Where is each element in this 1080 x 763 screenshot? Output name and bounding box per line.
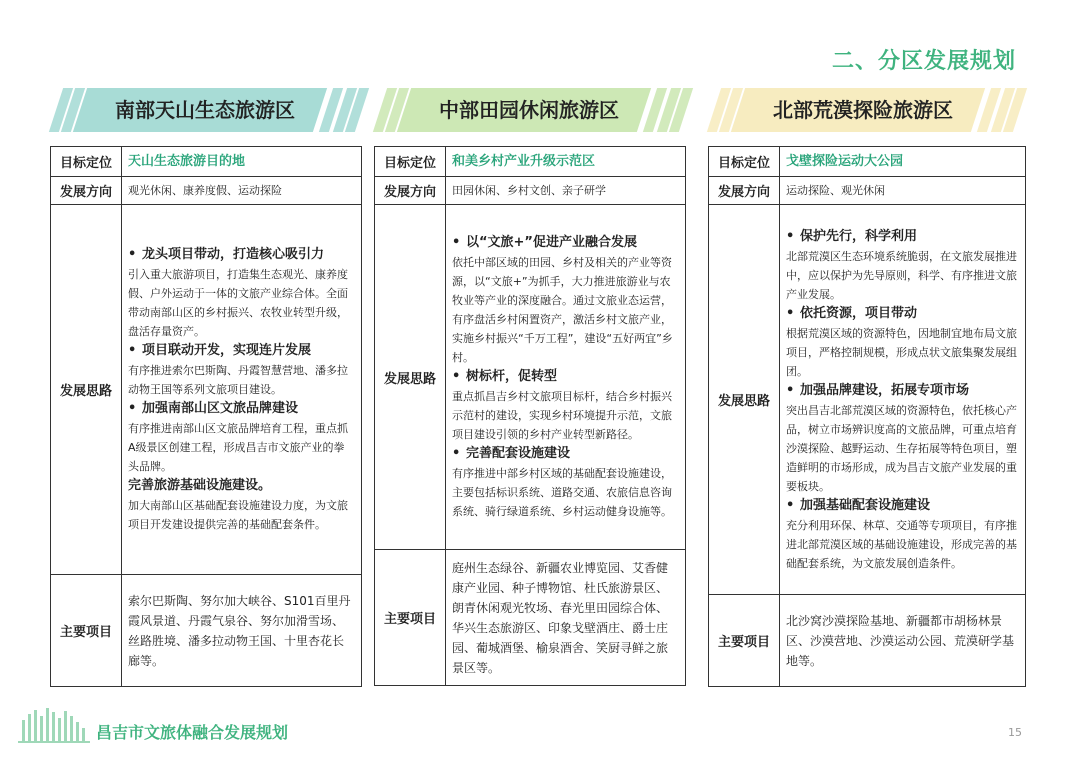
projects-value: 庭州生态绿谷、新疆农业博览园、艾香健康产业园、种子博物馆、杜氏旅游景区、朗青休闲观光牧场、春光里田园综合体、华兴生态旅游区、印象戈壁酒庄、爵士庄园、葡城酒堡、榆泉酒舍、笑厨寻鲜之旅景区等。 — [446, 550, 686, 686]
idea-item — [786, 381, 1019, 496]
projects-label: 主要项目 — [709, 595, 780, 687]
bullet: • — [786, 228, 795, 244]
idea-item — [128, 476, 355, 534]
idea-body: 有序推进南部山区文旅品牌培育工程，重点抓A级景区创建工程，形成昌吉市文旅产业的拳头品牌。 — [128, 422, 348, 473]
target-label: 目标定位 — [709, 147, 780, 177]
ideas-label: 发展思路 — [709, 205, 780, 595]
idea-item — [128, 341, 355, 399]
page-number: 15 — [1008, 726, 1022, 739]
idea-head: 依托资源，项目带动 — [800, 305, 918, 321]
idea-head: 项目联动开发，实现连片发展 — [142, 343, 312, 358]
direction-label: 发展方向 — [709, 177, 780, 205]
idea-body: 有序推进中部乡村区域的基础配套设施建设，主要包括标识系统、道路交通、农旅信息咨询系统、骑行绿道系统、乡村运动健身设施等。 — [452, 467, 672, 518]
zone-table — [374, 146, 686, 686]
idea-body: 重点抓昌吉乡村文旅项目标杆，结合乡村振兴示范村的建设，实现乡村环境提升示范，文旅项目建设引领的乡村产业转型新路径。 — [452, 390, 672, 441]
bullet: • — [452, 446, 461, 461]
direction-value: 田园休闲、乡村文创、亲子研学 — [446, 177, 686, 205]
direction-value: 运动探险、观光休闲 — [780, 177, 1026, 205]
idea-item — [452, 367, 679, 444]
ideas-label: 发展思路 — [51, 205, 122, 575]
idea-head: 龙头项目带动，打造核心吸引力 — [142, 247, 325, 262]
idea-item — [128, 399, 355, 476]
zone-south — [50, 88, 360, 668]
idea-body: 有序推进索尔巴斯陶、丹霞智慧营地、潘多拉动物王国等系列文旅项目建设。 — [128, 364, 348, 396]
ideas-label: 发展思路 — [375, 205, 446, 550]
target-value: 天山生态旅游目的地 — [122, 147, 362, 177]
idea-item — [128, 245, 355, 341]
idea-head: 树标杆，促转型 — [466, 369, 558, 384]
target-label: 目标定位 — [375, 147, 446, 177]
idea-head: 以“文旅+”促进产业融合发展 — [466, 235, 637, 250]
idea-head: 加强南部山区文旅品牌建设 — [142, 401, 299, 416]
zone-middle — [374, 88, 684, 675]
idea-item — [786, 227, 1019, 304]
idea-body: 依托中部区域的田园、乡村及相关的产业等资源，以“文旅+”为抓手，大力推进旅游业与农牧业等产业的深度融合。通过文旅业态运营，有序盘活乡村闲置资产，激活乡村文旅产业，实施乡村振兴“千万工程”，建设“五好两宜”乡村。 — [452, 256, 673, 364]
ideas-cell — [122, 205, 362, 575]
projects-label: 主要项目 — [51, 575, 122, 687]
zone-title: 南部天山生态旅游区 — [115, 98, 295, 122]
zone-table — [708, 146, 1026, 687]
idea-head: 保护先行，科学利用 — [800, 228, 918, 244]
zone-north — [708, 88, 1018, 668]
idea-head: 加强品牌建设，拓展专项市场 — [800, 382, 970, 398]
idea-head: 完善配套设施建设 — [466, 446, 571, 461]
projects-value: 索尔巴斯陶、努尔加大峡谷、S101百里丹霞风景道、丹霞气泉谷、努尔加滑雪场、丝路胜境、潘多拉动物王国、十里杏花长廊等。 — [122, 575, 362, 687]
target-label: 目标定位 — [51, 147, 122, 177]
footer-org-title: 昌吉市文旅体融合发展规划 — [96, 723, 289, 742]
bullet: • — [452, 235, 461, 250]
idea-item — [786, 496, 1019, 573]
idea-body: 突出昌吉北部荒漠区域的资源特色，依托核心产品，树立市场辨识度高的文旅品牌，可重点培育沙漠探险、越野运动、生存拓展等特色项目，塑造鲜明的市场形成，成为昌吉文旅产业发展的重要板块。 — [786, 403, 1017, 493]
ideas-cell — [446, 205, 686, 550]
bullet: • — [786, 305, 795, 321]
bullet: • — [786, 497, 795, 513]
idea-body: 根据荒漠区域的资源特色，因地制宜地布局文旅项目，严格控制规模，形成点状文旅集聚发展组团。 — [786, 326, 1017, 378]
idea-head: 加强基础配套设施建设 — [800, 497, 931, 513]
zone-banner — [708, 88, 1018, 132]
bullet: • — [128, 343, 137, 358]
projects-value: 北沙窝沙漠探险基地、新疆都市胡杨林景区、沙漠营地、沙漠运动公园、荒漠研学基地等。 — [780, 595, 1026, 687]
idea-item — [452, 444, 679, 521]
zone-table — [50, 146, 362, 687]
idea-item — [786, 304, 1019, 381]
zone-banner — [50, 88, 360, 132]
direction-label: 发展方向 — [51, 177, 122, 205]
direction-value: 观光休闲、康养度假、运动探险 — [122, 177, 362, 205]
target-value: 和美乡村产业升级示范区 — [446, 147, 686, 177]
direction-label: 发展方向 — [375, 177, 446, 205]
target-value: 戈壁探险运动大公园 — [780, 147, 1026, 177]
idea-body: 加大南部山区基础配套设施建设力度，为文旅项目开发建设提供完善的基础配套条件。 — [128, 499, 348, 531]
ideas-cell — [780, 205, 1026, 595]
zone-title: 北部荒漠探险旅游区 — [773, 98, 953, 122]
projects-label: 主要项目 — [375, 550, 446, 686]
idea-item — [452, 233, 679, 367]
zone-title: 中部田园休闲旅游区 — [439, 98, 619, 122]
idea-head: 完善旅游基础设施建设。 — [128, 478, 272, 493]
zone-banner — [374, 88, 684, 132]
bullet: • — [128, 401, 137, 416]
bullet: • — [452, 369, 461, 384]
idea-body: 北部荒漠区生态环境系统脆弱，在文旅发展推进中，应以保护为先导原则，科学、有序推进文旅产业发展。 — [786, 249, 1017, 301]
page-title: 二、分区发展规划 — [831, 49, 1016, 74]
idea-body: 充分利用环保、林草、交通等专项项目，有序推进北部荒漠区域的基础设施建设，形成完善的基础配套系统，为文旅发展创造条件。 — [786, 518, 1017, 570]
city-skyline-logo — [18, 706, 90, 744]
idea-body: 引入重大旅游项目，打造集生态观光、康养度假、户外运动于一体的文旅产业综合体。全面带动南部山区的乡村振兴、农牧业转型升级，盘活存量资产。 — [128, 268, 348, 338]
bullet: • — [786, 382, 795, 398]
bullet: • — [128, 247, 137, 262]
